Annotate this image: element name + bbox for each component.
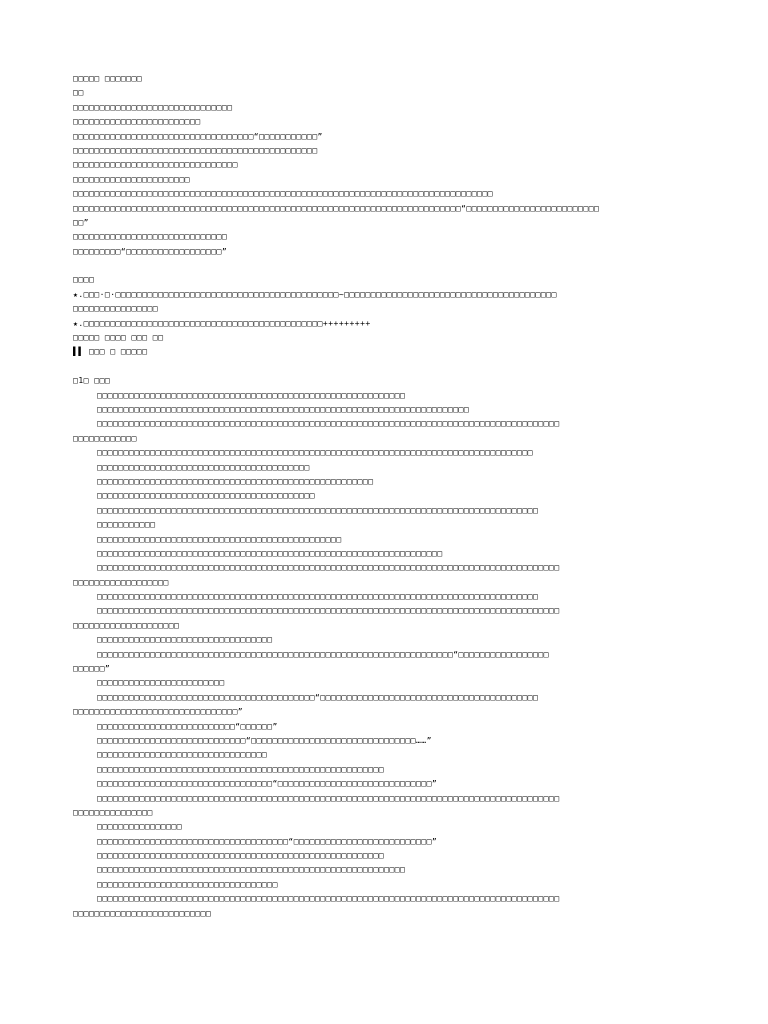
notes-list — [73, 288, 703, 346]
paragraph-line: □□□□□□□□□□□□ — [73, 433, 137, 443]
paragraph-line: □□□□□□□□□□□□□□□□□□□□□□□□□□□□□□□□□□□□□□□□□□□□□□□□□□□□□□□□□□□□□□□□□□□□□□□□□□□□□□□□□□□□□□□ — [97, 894, 560, 904]
header-line: □□□□□□□□□□□□□□□□□□□□□□□□□□□□□□□ — [73, 160, 238, 170]
note-item: □□□□□ □□□□ □□□ □□ — [73, 333, 164, 343]
paragraph-line: □□□□□□□□□□□□□□□□□□□□□□□□□□□□□□□□□□□□□□□□□□□□□□□□□□□□□□□□□□□□□□□□□□□□□□□□□□□□□□□□□□□□□□□ — [97, 793, 560, 803]
paragraph-line: □□□□□□□□□□□□□□□□□□□□□□□□□□□□□□□□□□□□□□□□□□□□□□□□□□□□□□□□□□□□□□□□□□□□□□□□□□□□□□□□□□□ — [97, 505, 539, 515]
header-line: □□” — [73, 217, 89, 227]
paragraph-line: □□□□□□□□□□□□□□□□□□□□□□□□□□□□□□□□□□□□□□□□□□□□□□□□□□□□□□□□□□ — [97, 865, 406, 875]
paragraph-line: □□□□□□□□□□□□□□□□□□□□□□□□□□□□□□□□□□□□□□□□□□□□□□ — [97, 534, 342, 544]
paragraph-line: □□□□□□□□□□□□□□□□□□□□□□□□□□□□□□□□□□□□□□□□□□□□□□□□□□□□□□□□□□□□□□□□□□□□□□□□□□□□□□□□□□□ — [97, 592, 539, 602]
header-line: □□□□□□□□□□□□□□□□□□□□□□□□□□□□□ — [73, 232, 228, 242]
paragraph-line: □□□□□□□□□□□□□□□□□□□□□□□□□□□□□□□□□□□□□□□□□“□□□□□□□□□□□□□□□□□□□□□□□□□□□□□□□□□□□□□□□□□ — [97, 692, 539, 702]
paragraph-line: □□□□□□□□□□□□□□□□□□□□□□□□□□□□□□□□□□□□□□□□□ — [97, 491, 315, 501]
paragraph-line: □□□□□□□□□□□□□□□□□□□□□□□□□□□□□□□□□□□□□□□□ — [97, 462, 310, 472]
header-line: □□□□□□□□□□□□□□□□□□□□□□□□□□□□□□□□□□“□□□□□□□□□□□” — [73, 131, 323, 141]
note-item: ★.□□□·□·□□□□□□□□□□□□□□□□□□□□□□□□□□□□□□□□□□□□□□□□□□~□□□□□□□□□□□□□□□□□□□□□□□□□□□□□□□□□□□□□□□□ — [73, 289, 557, 299]
chapter-body — [73, 389, 703, 921]
header-line: □□□□□□□□□“□□□□□□□□□□□□□□□□□□” — [73, 246, 228, 256]
notes-label: □□□□ — [73, 275, 95, 285]
header-line: □□□□□□□□□□□□□□□□□□□□□□□□□□□□□□□□□□□□□□□□□□□□□□ — [73, 145, 318, 155]
header-line: □□□□□□□□□□□□□□□□□□□□□□□□□□□□□□□□□□□□□□□□□□□□□□□□□□□□□□□□□□□□□□□□□□□□□□□□□“□□□□□□□□□□□□□□□□□□□□□□□□□ — [73, 203, 600, 213]
paragraph-line: □□□□□□□□□□□□□□□□□□□□□□□□□□ — [73, 908, 212, 918]
paragraph-line: □□□□□□□□□□□□□□□□□□□□□□□□□□□□“□□□□□□□□□□□□□□□□□□□□□□□□□□□□□□□……” — [97, 735, 432, 745]
paragraph-line: □□□□□□□□□□□□□□□□□□□□□□□□□□□□□□□□□□□□□□□□□□□□□□□□□□□□□□□□□□□□□□□□□□□□□□□□□□□□□□□□□□□□□□□ — [97, 563, 560, 573]
paragraph-line: □□□□□□□□□□□□□□□□□□□□□□□□□□□□□□□□□□□□□□□□□□□□□□□□□□□□□□□□□□ — [97, 390, 406, 400]
paragraph-line: □□□□□□□□□□□□□□□□□□□□□□□□□□□□□□□□□□□□□□□□□□□□□□□□□□□□□□□□□□□□□□□□□□□□□□□□□□□□□□□□□□□□□□□ — [97, 606, 560, 616]
paragraph-line: □□□□□□□□□□□ — [97, 520, 156, 530]
pause-indicator: ▌▌ □□□ □ □□□□□ — [73, 347, 148, 357]
paragraph-line: □□□□□□□□□□□□□□□□□□□□□□□□□□□□□□□□□□□□“□□□□□□□□□□□□□□□□□□□□□□□□□□” — [97, 836, 438, 846]
paragraph-line: □□□□□□□□□□□□□□□□□□□□□□□□□□□□□□□□□□□□□□□□□□□□□□□□□□□□□□ — [97, 764, 385, 774]
header-line: □□□□□□□□□□□□□□□□□□□□□□□□□□□□□□ — [73, 102, 233, 112]
notes-section — [73, 273, 703, 359]
paragraph-line: □□□□□□□□□□□□□□□□□□□□□□□□□□□□□□□□□□ — [97, 879, 278, 889]
document-header — [73, 72, 703, 259]
note-item: □□□□□□□□□□□□□□□□ — [73, 304, 159, 314]
paragraph-line: □□□□□□□□□□□□□□□ — [73, 807, 153, 817]
paragraph-line: □□□□□□□□□□□□□□□□□□□□□□□□□□□□□□□□□□□□□□□□□□□□□□□□□□□□□□□□□□□□□□□□□□□“□□□□□□□□□□□□□□□□□ — [97, 649, 549, 659]
header-line: □□□□□□□□□□□□□□□□□□□□□□□□□□□□□□□□□□□□□□□□□□□□□□□□□□□□□□□□□□□□□□□□□□□□□□□□□□□□□□□ — [73, 189, 493, 199]
header-line: □□ — [73, 88, 84, 98]
chapter-title: □1□ □□□ — [73, 376, 111, 386]
paragraph-line: □□□□□□□□□□□□□□□□□□□□□□□□□□□□□□□□□□□□□□□□□□□□□□□□□□□□□□ — [97, 851, 385, 861]
paragraph-line: □□□□□□□□□□□□□□□□□□□□□□□□□□□□□□□□ — [97, 750, 268, 760]
paragraph-line: □□□□□□□□□□□□□□□□□□□□□□□□□□□□□□□□□ — [97, 635, 273, 645]
paragraph-line: □□□□□□□□□□□□□□□□□□□□ — [73, 620, 180, 630]
note-item: ★.□□□□□□□□□□□□□□□□□□□□□□□□□□□□□□□□□□□□□□□□□□□□□+++++++++ — [73, 318, 371, 328]
header-line: □□□□□□□□□□□□□□□□□□□□□□□□ — [73, 117, 201, 127]
header-line: □□□□□□□□□□□□□□□□□□□□□□ — [73, 174, 190, 184]
paragraph-line: □□□□□□□□□□□□□□□□□□□□□□□□□□□□□□□□□□□□□□□□□□□□□□□□□□□□□□□□□□□□□□□□□ — [97, 548, 443, 558]
paragraph-line: □□□□□□□□□□□□□□□□□□□□□□□□□□“□□□□□□” — [97, 721, 278, 731]
spacer — [73, 360, 703, 374]
paragraph-line: □□□□□□□□□□□□□□□□□□□□□□□□□□□□□□□□□“□□□□□□□□□□□□□□□□□□□□□□□□□□□□□” — [97, 779, 438, 789]
document-page — [73, 72, 703, 921]
paragraph-line: □□□□□□□□□□□□□□□□□□□□□□□□□□□□□□□□□□□□□□□□□□□□□□□□□□□□ — [97, 476, 374, 486]
paragraph-line: □□□□□□□□□□□□□□□□ — [97, 822, 183, 832]
chapter-section — [73, 374, 703, 921]
paragraph-line: □□□□□□□□□□□□□□□□□□□□□□□□ — [97, 678, 225, 688]
paragraph-line: □□□□□□□□□□□□□□□□□□□□□□□□□□□□□□□□□□□□□□□□□□□□□□□□□□□□□□□□□□□□□□□□□□□□□□□□□□□□□□□□□□ — [97, 448, 533, 458]
paragraph-line: □□□□□□□□□□□□□□□□□□□□□□□□□□□□□□□□□□□□□□□□□□□□□□□□□□□□□□□□□□□□□□□□□□□□□□□□□□□□□□□□□□□□□□□ — [97, 419, 560, 429]
paragraph-line: □□□□□□” — [73, 664, 111, 674]
paragraph-line: □□□□□□□□□□□□□□□□□□□□□□□□□□□□□□□□□□□□□□□□□□□□□□□□□□□□□□□□□□□□□□□□□□□□□□ — [97, 404, 470, 414]
header-line: □□□□□ □□□□□□□ — [73, 74, 143, 83]
paragraph-line: □□□□□□□□□□□□□□□□□□□□□□□□□□□□□□□” — [73, 707, 244, 717]
paragraph-line: □□□□□□□□□□□□□□□□□□ — [73, 577, 169, 587]
spacer — [73, 259, 703, 273]
